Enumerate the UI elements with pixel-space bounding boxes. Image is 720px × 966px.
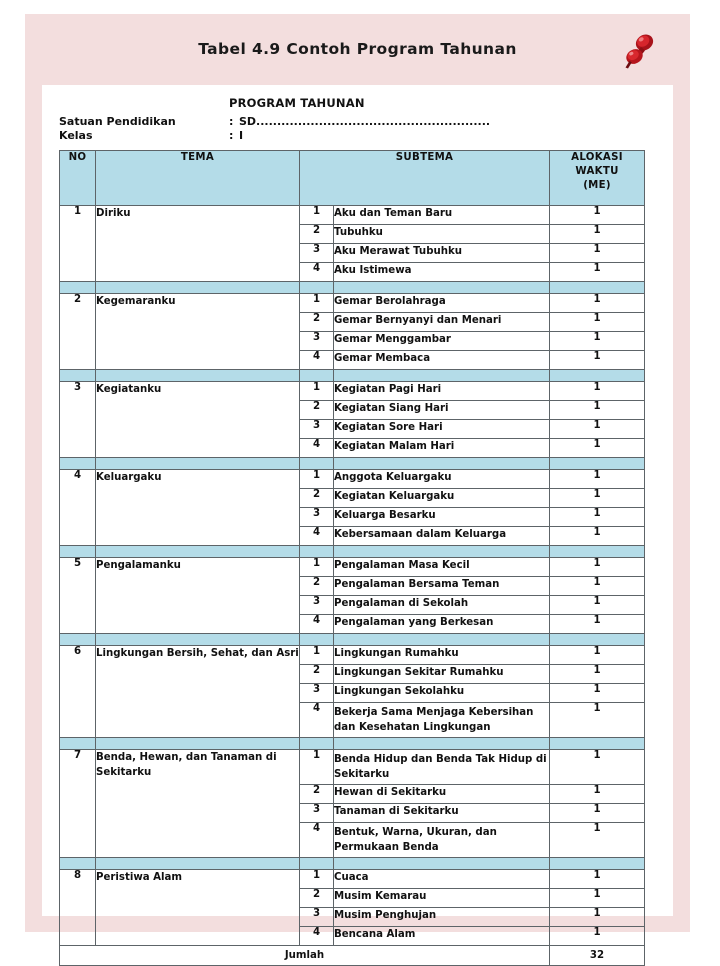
cell-alokasi-waktu: 1	[550, 439, 645, 458]
table-row	[60, 750, 645, 785]
meta-label-kelas: Kelas	[59, 129, 93, 142]
cell-subtema-label: Keluarga Besarku	[334, 508, 550, 527]
spacer-row	[60, 282, 645, 294]
meta-row-kelas	[59, 129, 656, 143]
table-row	[60, 558, 645, 577]
spacer-cell	[550, 634, 645, 646]
spacer-cell	[300, 858, 334, 870]
cell-subtema-label: Aku Istimewa	[334, 263, 550, 282]
cell-alokasi-waktu: 1	[550, 596, 645, 615]
cell-subtema-no: 1	[300, 294, 334, 313]
meta-value-satuan-pendidikan: SD........................................................	[239, 115, 491, 128]
table-row	[60, 382, 645, 401]
cell-theme-no: 3	[60, 382, 96, 458]
cell-alokasi-waktu: 1	[550, 927, 645, 946]
cell-alokasi-waktu: 1	[550, 332, 645, 351]
spacer-cell	[60, 370, 96, 382]
cell-alokasi-waktu: 1	[550, 785, 645, 804]
table-head	[60, 151, 645, 206]
spacer-cell	[300, 370, 334, 382]
cell-theme-no: 6	[60, 646, 96, 738]
cell-alokasi-waktu: 1	[550, 558, 645, 577]
cell-subtema-label: Cuaca	[334, 870, 550, 889]
cell-subtema-no: 2	[300, 889, 334, 908]
meta-separator: :	[229, 129, 234, 142]
alokasi-line-2: WAKTU	[575, 166, 619, 177]
cell-subtema-no: 4	[300, 263, 334, 282]
cell-subtema-no: 4	[300, 927, 334, 946]
cell-subtema-label: Gemar Membaca	[334, 351, 550, 370]
cell-subtema-no: 2	[300, 313, 334, 332]
pushpin-icon	[619, 30, 659, 74]
spacer-cell	[550, 458, 645, 470]
cell-subtema-no: 3	[300, 332, 334, 351]
cell-theme-label: Kegiatanku	[96, 382, 300, 458]
spacer-cell	[60, 634, 96, 646]
cell-alokasi-waktu: 1	[550, 908, 645, 927]
cell-subtema-label: Kegiatan Keluargaku	[334, 489, 550, 508]
spacer-cell	[300, 546, 334, 558]
cell-subtema-no: 4	[300, 615, 334, 634]
cell-theme-label: Pengalamanku	[96, 558, 300, 634]
cell-subtema-no: 3	[300, 908, 334, 927]
meta-label-satuan-pendidikan: Satuan Pendidikan	[59, 115, 176, 128]
spacer-row	[60, 458, 645, 470]
cell-alokasi-waktu: 1	[550, 665, 645, 684]
spacer-cell	[334, 458, 550, 470]
cell-subtema-label: Aku dan Teman Baru	[334, 206, 550, 225]
program-title: PROGRAM TAHUNAN	[229, 96, 365, 110]
cell-alokasi-waktu: 1	[550, 206, 645, 225]
cell-alokasi-waktu: 1	[550, 804, 645, 823]
cell-subtema-label: Bencana Alam	[334, 927, 550, 946]
spacer-cell	[96, 546, 300, 558]
cell-subtema-no: 4	[300, 527, 334, 546]
cell-alokasi-waktu: 1	[550, 263, 645, 282]
cell-alokasi-waktu: 1	[550, 823, 645, 858]
cell-subtema-no: 2	[300, 577, 334, 596]
cell-theme-no: 5	[60, 558, 96, 634]
table-row	[60, 294, 645, 313]
cell-alokasi-waktu: 1	[550, 351, 645, 370]
spacer-cell	[334, 546, 550, 558]
cell-theme-no: 4	[60, 470, 96, 546]
cell-theme-no: 1	[60, 206, 96, 282]
spacer-cell	[334, 370, 550, 382]
cell-subtema-no: 1	[300, 750, 334, 785]
cell-alokasi-waktu: 1	[550, 750, 645, 785]
cell-subtema-no: 3	[300, 508, 334, 527]
total-label: Jumlah	[60, 946, 550, 966]
total-value: 32	[550, 946, 645, 966]
cell-alokasi-waktu: 1	[550, 577, 645, 596]
cell-alokasi-waktu: 1	[550, 615, 645, 634]
spacer-cell	[96, 458, 300, 470]
cell-subtema-label: Kegiatan Siang Hari	[334, 401, 550, 420]
cell-subtema-label: Kebersamaan dalam Keluarga	[334, 527, 550, 546]
cell-alokasi-waktu: 1	[550, 382, 645, 401]
spacer-cell	[550, 546, 645, 558]
cell-alokasi-waktu: 1	[550, 703, 645, 738]
cell-subtema-label: Hewan di Sekitarku	[334, 785, 550, 804]
cell-subtema-no: 3	[300, 596, 334, 615]
alokasi-line-3: (ME)	[583, 180, 611, 191]
cell-subtema-label: Kegiatan Malam Hari	[334, 439, 550, 458]
meta-value-kelas: I	[239, 129, 244, 142]
cell-subtema-no: 2	[300, 489, 334, 508]
cell-subtema-no: 1	[300, 870, 334, 889]
cell-alokasi-waktu: 1	[550, 294, 645, 313]
column-header-tema: TEMA	[96, 151, 300, 206]
cell-alokasi-waktu: 1	[550, 313, 645, 332]
spacer-cell	[334, 858, 550, 870]
table-body	[60, 206, 645, 966]
cell-subtema-label: Kegiatan Sore Hari	[334, 420, 550, 439]
cell-subtema-no: 3	[300, 420, 334, 439]
cell-theme-no: 8	[60, 870, 96, 946]
cell-subtema-label: Anggota Keluargaku	[334, 470, 550, 489]
cell-subtema-label: Lingkungan Rumahku	[334, 646, 550, 665]
cell-subtema-label: Pengalaman Bersama Teman	[334, 577, 550, 596]
cell-subtema-label: Tubuhku	[334, 225, 550, 244]
cell-subtema-no: 1	[300, 558, 334, 577]
spacer-cell	[96, 858, 300, 870]
cell-theme-label: Keluargaku	[96, 470, 300, 546]
spacer-row	[60, 738, 645, 750]
cell-subtema-no: 1	[300, 646, 334, 665]
cell-theme-label: Peristiwa Alam	[96, 870, 300, 946]
document-sheet	[42, 85, 673, 961]
decorative-frame	[25, 14, 690, 961]
cell-subtema-no: 4	[300, 351, 334, 370]
cell-subtema-label: Pengalaman di Sekolah	[334, 596, 550, 615]
cell-alokasi-waktu: 1	[550, 527, 645, 546]
cell-subtema-label: Aku Merawat Tubuhku	[334, 244, 550, 263]
cell-subtema-no: 4	[300, 703, 334, 738]
column-header-subtema: SUBTEMA	[300, 151, 550, 206]
cell-theme-label: Benda, Hewan, dan Tanaman di Sekitarku	[96, 750, 300, 858]
spacer-cell	[60, 282, 96, 294]
cell-alokasi-waktu: 1	[550, 244, 645, 263]
page-title: Tabel 4.9 Contoh Program Tahunan	[198, 40, 517, 58]
meta-row-satuan-pendidikan	[59, 115, 656, 129]
cell-subtema-no: 4	[300, 439, 334, 458]
cell-alokasi-waktu: 1	[550, 470, 645, 489]
cell-theme-no: 2	[60, 294, 96, 370]
cell-subtema-no: 1	[300, 470, 334, 489]
cell-subtema-label: Gemar Menggambar	[334, 332, 550, 351]
column-header-no: NO	[60, 151, 96, 206]
spacer-cell	[60, 858, 96, 870]
cell-subtema-no: 3	[300, 244, 334, 263]
spacer-cell	[334, 738, 550, 750]
table-row	[60, 206, 645, 225]
cell-subtema-no: 3	[300, 684, 334, 703]
table-row	[60, 470, 645, 489]
cell-alokasi-waktu: 1	[550, 646, 645, 665]
cell-alokasi-waktu: 1	[550, 420, 645, 439]
title-band	[25, 14, 690, 85]
cell-subtema-no: 2	[300, 401, 334, 420]
spacer-cell	[550, 858, 645, 870]
cell-alokasi-waktu: 1	[550, 489, 645, 508]
spacer-cell	[60, 738, 96, 750]
cell-alokasi-waktu: 1	[550, 225, 645, 244]
spacer-cell	[96, 738, 300, 750]
cell-subtema-label: Musim Penghujan	[334, 908, 550, 927]
cell-subtema-label: Bekerja Sama Menjaga Kebersihan dan Kesehatan Lingkungan	[334, 703, 550, 738]
spacer-cell	[60, 546, 96, 558]
spacer-cell	[300, 458, 334, 470]
cell-alokasi-waktu: 1	[550, 684, 645, 703]
spacer-row	[60, 370, 645, 382]
cell-subtema-label: Gemar Berolahraga	[334, 294, 550, 313]
cell-subtema-no: 4	[300, 823, 334, 858]
spacer-cell	[96, 634, 300, 646]
meta-separator: :	[229, 115, 234, 128]
spacer-cell	[300, 282, 334, 294]
spacer-cell	[334, 634, 550, 646]
cell-alokasi-waktu: 1	[550, 870, 645, 889]
spacer-cell	[60, 458, 96, 470]
table-header-row	[60, 151, 645, 206]
cell-subtema-label: Musim Kemarau	[334, 889, 550, 908]
spacer-cell	[550, 370, 645, 382]
cell-alokasi-waktu: 1	[550, 889, 645, 908]
program-tahunan-table	[59, 150, 645, 966]
spacer-row	[60, 634, 645, 646]
spacer-cell	[96, 282, 300, 294]
spacer-row	[60, 546, 645, 558]
cell-subtema-no: 2	[300, 785, 334, 804]
table-row	[60, 646, 645, 665]
table-row	[60, 870, 645, 889]
cell-theme-no: 7	[60, 750, 96, 858]
spacer-cell	[96, 370, 300, 382]
spacer-cell	[300, 738, 334, 750]
cell-alokasi-waktu: 1	[550, 401, 645, 420]
cell-subtema-label: Tanaman di Sekitarku	[334, 804, 550, 823]
cell-subtema-label: Kegiatan Pagi Hari	[334, 382, 550, 401]
cell-theme-label: Lingkungan Bersih, Sehat, dan Asri	[96, 646, 300, 738]
cell-subtema-label: Lingkungan Sekitar Rumahku	[334, 665, 550, 684]
cell-subtema-no: 3	[300, 804, 334, 823]
cell-theme-label: Kegemaranku	[96, 294, 300, 370]
spacer-row	[60, 858, 645, 870]
spacer-cell	[334, 282, 550, 294]
spacer-cell	[550, 738, 645, 750]
cell-subtema-label: Pengalaman Masa Kecil	[334, 558, 550, 577]
spacer-cell	[550, 282, 645, 294]
column-header-alokasi-waktu	[550, 151, 645, 206]
cell-theme-label: Diriku	[96, 206, 300, 282]
cell-subtema-no: 2	[300, 225, 334, 244]
spacer-cell	[300, 634, 334, 646]
cell-subtema-label: Gemar Bernyanyi dan Menari	[334, 313, 550, 332]
cell-subtema-label: Benda Hidup dan Benda Tak Hidup di Sekitarku	[334, 750, 550, 785]
cell-subtema-no: 1	[300, 382, 334, 401]
cell-subtema-label: Bentuk, Warna, Ukuran, dan Permukaan Benda	[334, 823, 550, 858]
cell-subtema-no: 1	[300, 206, 334, 225]
cell-subtema-label: Pengalaman yang Berkesan	[334, 615, 550, 634]
cell-alokasi-waktu: 1	[550, 508, 645, 527]
alokasi-line-1: ALOKASI	[571, 152, 623, 163]
cell-subtema-no: 2	[300, 665, 334, 684]
cell-subtema-label: Lingkungan Sekolahku	[334, 684, 550, 703]
total-row	[60, 946, 645, 966]
